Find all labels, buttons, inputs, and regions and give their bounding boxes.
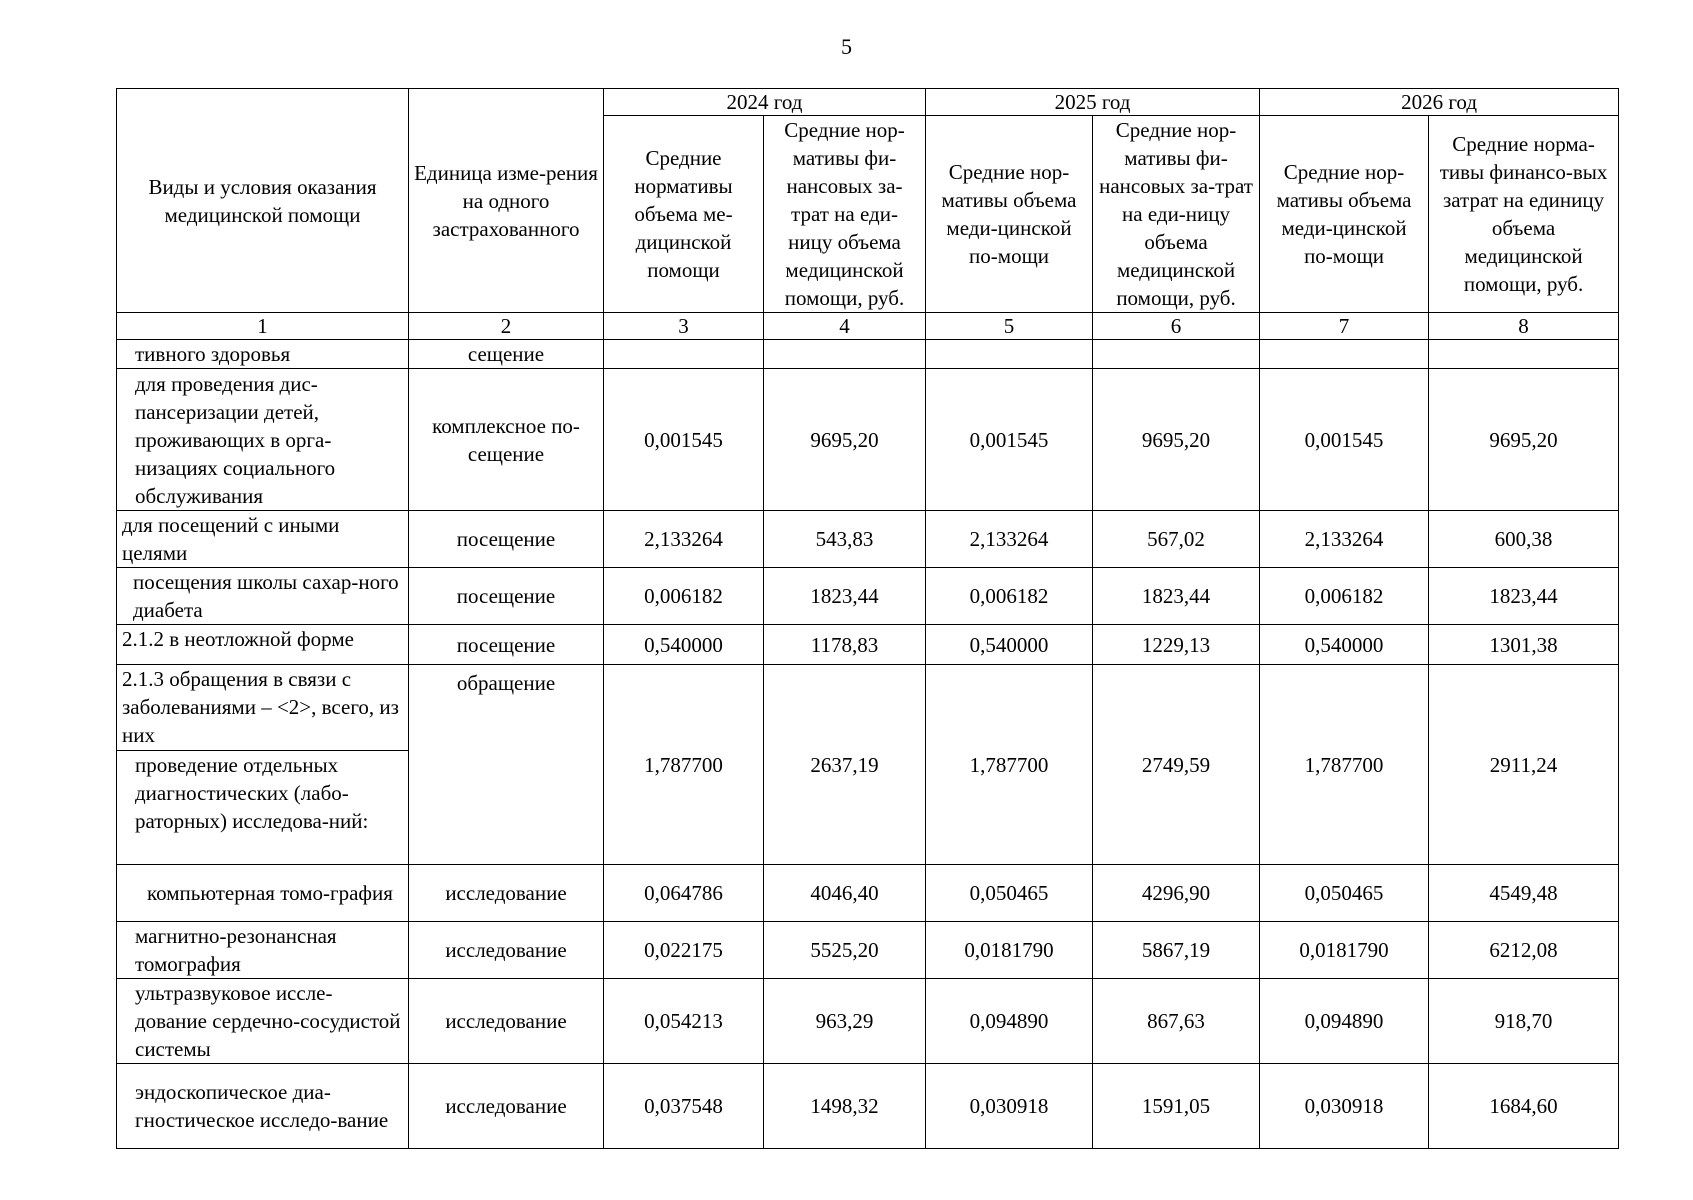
- row-name: тивного здоровья: [117, 340, 409, 369]
- row-value: 2637,19: [764, 665, 926, 865]
- row-value: 0,001545: [1260, 369, 1429, 511]
- table-row: [117, 568, 1619, 625]
- row-unit: сещение: [409, 340, 604, 369]
- row-name: для посещений с иными целями: [117, 511, 409, 568]
- row-value: 1684,60: [1429, 1064, 1619, 1149]
- row-value: 1591,05: [1093, 1064, 1260, 1149]
- row-value: 0,006182: [1260, 568, 1429, 625]
- row-value: 0,0181790: [1260, 922, 1429, 979]
- header-sub-5: Средние нор-мативы объема меди-цинской по-мощи: [1260, 116, 1429, 313]
- row-value: 5867,19: [1093, 922, 1260, 979]
- table-row: [117, 340, 1619, 369]
- row-value: 0,001545: [604, 369, 764, 511]
- row-unit: исследование: [409, 1064, 604, 1149]
- header-sub-4: Средние нор-мативы фи-нансовых за-трат на еди-ницу объема медицинской помощи, руб.: [1093, 116, 1260, 313]
- row-value: 9695,20: [1429, 369, 1619, 511]
- row-value: 0,006182: [926, 568, 1093, 625]
- row-value: 867,63: [1093, 979, 1260, 1064]
- row-unit: обращение: [409, 665, 604, 865]
- row-value: 918,70: [1429, 979, 1619, 1064]
- norms-table: [116, 88, 1619, 1149]
- header-year-2025: 2025 год: [926, 89, 1260, 116]
- row-value: 0,540000: [1260, 625, 1429, 665]
- row-value: 2749,59: [1093, 665, 1260, 865]
- row-value: 5525,20: [764, 922, 926, 979]
- row-value: 1823,44: [1093, 568, 1260, 625]
- row-value: 1229,13: [1093, 625, 1260, 665]
- row-unit: исследование: [409, 865, 604, 922]
- row-value: 1,787700: [604, 665, 764, 865]
- row-value: [1260, 340, 1429, 369]
- header-row-years: [117, 89, 1619, 116]
- row-value: 0,006182: [604, 568, 764, 625]
- row-value: 0,094890: [1260, 979, 1429, 1064]
- row-name: посещения школы сахар-ного диабета: [117, 568, 409, 625]
- row-value: [764, 340, 926, 369]
- col-number-8: 8: [1429, 313, 1619, 340]
- row-value: 2,133264: [1260, 511, 1429, 568]
- row-value: 1823,44: [764, 568, 926, 625]
- row-name: для проведения дис-пансеризации детей, проживающих в орга-низациях социального обслуживания: [117, 369, 409, 511]
- row-value: 4549,48: [1429, 865, 1619, 922]
- row-unit: посещение: [409, 511, 604, 568]
- table-row: [117, 665, 1619, 751]
- table-row: [117, 979, 1619, 1064]
- row-name: 2.1.2 в неотложной форме: [117, 625, 409, 665]
- header-sub-2: Средние нор-мативы фи-нансовых за-трат на еди-ницу объема медицинской помощи, руб.: [764, 116, 926, 313]
- col-number-6: 6: [1093, 313, 1260, 340]
- table-row: [117, 625, 1619, 665]
- row-value: 1178,83: [764, 625, 926, 665]
- row-value: 0,030918: [1260, 1064, 1429, 1149]
- row-name: 2.1.3 обращения в связи с заболеваниями – <2>, всего, из них: [117, 665, 409, 751]
- row-value: 2,133264: [926, 511, 1093, 568]
- table-row: [117, 1064, 1619, 1149]
- row-name-sub: проведение отдельных диагностических (лабо-раторных) исследова-ний:: [117, 751, 409, 865]
- row-name: эндоскопическое диа-гностическое исследо-вание: [117, 1064, 409, 1149]
- row-value: 543,83: [764, 511, 926, 568]
- row-value: 0,037548: [604, 1064, 764, 1149]
- row-unit: исследование: [409, 979, 604, 1064]
- row-name: магнитно-резонансная томография: [117, 922, 409, 979]
- row-value: 0,054213: [604, 979, 764, 1064]
- row-unit: исследование: [409, 922, 604, 979]
- table-row: [117, 865, 1619, 922]
- row-unit: посещение: [409, 625, 604, 665]
- header-sub-6: Средние норма-тивы финансо-вых затрат на единицу объема медицинской помощи, руб.: [1429, 116, 1619, 313]
- table-row: [117, 511, 1619, 568]
- row-value: 567,02: [1093, 511, 1260, 568]
- table-row: [117, 369, 1619, 511]
- row-value: 0,050465: [1260, 865, 1429, 922]
- row-value: 2911,24: [1429, 665, 1619, 865]
- row-value: 600,38: [1429, 511, 1619, 568]
- header-sub-3: Средние нор-мативы объема меди-цинской по-мощи: [926, 116, 1093, 313]
- row-value: 963,29: [764, 979, 926, 1064]
- row-unit: посещение: [409, 568, 604, 625]
- col-number-2: 2: [409, 313, 604, 340]
- row-value: [1429, 340, 1619, 369]
- row-value: 0,540000: [926, 625, 1093, 665]
- col-number-3: 3: [604, 313, 764, 340]
- row-value: 0,030918: [926, 1064, 1093, 1149]
- col-number-5: 5: [926, 313, 1093, 340]
- row-value: 1,787700: [1260, 665, 1429, 865]
- header-row-numbers: [117, 313, 1619, 340]
- row-value: 1,787700: [926, 665, 1093, 865]
- row-value: 0,540000: [604, 625, 764, 665]
- row-value: [1093, 340, 1260, 369]
- row-value: [604, 340, 764, 369]
- row-value: 4046,40: [764, 865, 926, 922]
- header-col1: Виды и условия оказания медицинской помощи: [117, 89, 409, 313]
- row-value: 4296,90: [1093, 865, 1260, 922]
- row-value: 6212,08: [1429, 922, 1619, 979]
- header-year-2024: 2024 год: [604, 89, 926, 116]
- page-number: 5: [841, 34, 852, 59]
- row-value: 2,133264: [604, 511, 764, 568]
- row-value: 1498,32: [764, 1064, 926, 1149]
- row-value: 9695,20: [764, 369, 926, 511]
- col-number-1: 1: [117, 313, 409, 340]
- header-col2: Единица изме-рения на одного застрахованного: [409, 89, 604, 313]
- row-value: [926, 340, 1093, 369]
- row-unit: комплексное по-сещение: [409, 369, 604, 511]
- table-row: [117, 922, 1619, 979]
- row-value: 9695,20: [1093, 369, 1260, 511]
- row-value: 0,0181790: [926, 922, 1093, 979]
- col-number-4: 4: [764, 313, 926, 340]
- header-sub-1: Средние нормативы объема ме-дицинской помощи: [604, 116, 764, 313]
- col-number-7: 7: [1260, 313, 1429, 340]
- row-value: 0,094890: [926, 979, 1093, 1064]
- row-value: 0,001545: [926, 369, 1093, 511]
- row-value: 1301,38: [1429, 625, 1619, 665]
- row-value: 0,022175: [604, 922, 764, 979]
- header-year-2026: 2026 год: [1260, 89, 1619, 116]
- row-value: 1823,44: [1429, 568, 1619, 625]
- row-value: 0,064786: [604, 865, 764, 922]
- row-name: компьютерная томо-графия: [117, 865, 409, 922]
- row-name: ультразвуковое иссле-дование сердечно-сосудистой системы: [117, 979, 409, 1064]
- row-value: 0,050465: [926, 865, 1093, 922]
